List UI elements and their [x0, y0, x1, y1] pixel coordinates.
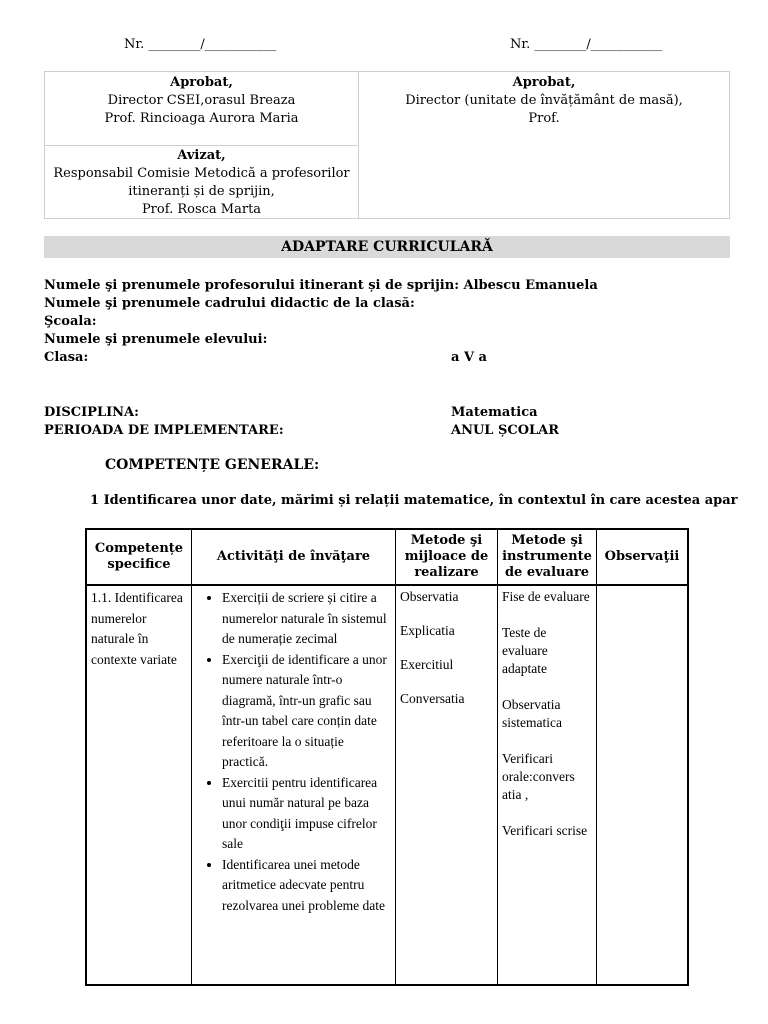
- document-title: ADAPTARE CURRICULARĂ: [44, 236, 730, 258]
- header-methods-l3: realizare: [414, 565, 479, 580]
- evaluation-item: Fise de evaluare: [502, 589, 590, 604]
- student-name-line: Numele şi prenumele elevului:: [44, 332, 268, 347]
- evaluation-item: Verificari orale:convers atia ,: [502, 751, 575, 802]
- registration-number-right: Nr. ________/___________: [510, 37, 663, 52]
- avizat-line3: Prof. Rosca Marta: [141, 202, 262, 217]
- header-evaluation: [498, 529, 597, 585]
- activity-item: • Exerciţii de identificare a unor numere naturale într-o diagramă, într-un grafic sau într-un tabel care conțin date referitoare la o situație practică.: [222, 650, 391, 773]
- approval-left-line1: Director CSEI,orasul Breaza: [107, 93, 296, 108]
- general-competence-1: 1 Identificarea unor date, mărimi și relații matematice, în contextul în care acestea apar: [90, 493, 738, 508]
- avizat-line2: itineranți și de sprijin,: [128, 184, 275, 199]
- method-item: Explicatia: [400, 623, 455, 638]
- activity-item: • Exerciții de scriere și citire a numerelor naturale în sistemul de numerație zecimal: [222, 588, 391, 650]
- period-label: PERIOADA DE IMPLEMENTARE:: [44, 423, 284, 438]
- period-value: ANUL ȘCOLAR: [451, 423, 560, 438]
- header-eval-l1: Metode şi: [511, 533, 583, 548]
- curriculum-table: [85, 528, 689, 986]
- specific-competence-cell: 1.1. Identificarea numerelor naturale în contexte variate: [86, 585, 192, 985]
- discipline-label: DISCIPLINA:: [44, 405, 139, 420]
- header-methods-l1: Metode şi: [410, 533, 483, 548]
- evaluation-item: Teste de evaluare adaptate: [502, 625, 548, 676]
- table-row: [86, 585, 688, 985]
- approval-right-line2: Prof.: [528, 111, 560, 126]
- approval-right-line1: Director (unitate de învățământ de masă),: [405, 93, 683, 108]
- discipline-value: Matematica: [451, 405, 538, 420]
- evaluation-item: Verificari scrise: [502, 823, 588, 838]
- approval-right-title: Aprobat,: [512, 75, 576, 90]
- header-eval-l2: instrumente: [502, 549, 592, 564]
- evaluation-cell: [498, 585, 597, 985]
- activities-cell: [192, 585, 396, 985]
- table-header-row: [86, 529, 688, 585]
- header-specific-competences: [86, 529, 192, 585]
- approval-left-line2: Prof. Rincioaga Aurora Maria: [104, 111, 299, 126]
- class-teacher-line: Numele şi prenumele cadrului didactic de la clasă:: [44, 296, 415, 311]
- avizat-title: Avizat,: [177, 148, 226, 163]
- approval-left-title: Aprobat,: [170, 75, 233, 90]
- approval-right-cell: [358, 74, 730, 128]
- activity-item: • Exercitii pentru identificarea unui număr natural pe baza unor condiţii impuse cifrelor sale: [222, 773, 391, 855]
- activity-item: • Identificarea unei metode aritmetice adecvate pentru rezolvarea unei probleme date: [222, 855, 391, 917]
- header-notes: Observaţii: [597, 529, 689, 585]
- approval-left-cell: [45, 74, 358, 128]
- school-line: Şcoala:: [44, 314, 97, 329]
- header-specific-l1: Competențe: [94, 541, 184, 556]
- avizat-cell: [45, 147, 358, 219]
- class-label: Clasa:: [44, 350, 89, 365]
- class-value: a V a: [451, 350, 487, 365]
- methods-cell: [396, 585, 498, 985]
- header-specific-l2: specifice: [107, 557, 171, 572]
- approval-horizontal-divider: [45, 145, 358, 146]
- header-methods: [396, 529, 498, 585]
- general-competences-heading: COMPETENȚE GENERALE:: [105, 457, 320, 473]
- header-methods-l2: mijloace de: [404, 549, 489, 564]
- approval-box: [44, 71, 730, 219]
- method-item: Observatia: [400, 589, 459, 604]
- teacher-name-line: Numele şi prenumele profesorului itinerant și de sprijin: Albescu Emanuela: [44, 278, 598, 293]
- avizat-line1: Responsabil Comisie Metodică a profesorilor: [53, 166, 350, 181]
- header-eval-l3: de evaluare: [504, 565, 590, 580]
- method-item: Exercitiul: [400, 657, 454, 672]
- activities-list: [196, 588, 391, 916]
- notes-cell: [597, 585, 689, 985]
- evaluation-item: Observatia sistematica: [502, 697, 562, 730]
- method-item: Conversatia: [400, 691, 465, 706]
- header-learning-activities: Activităţi de învăţare: [192, 529, 396, 585]
- registration-number-left: Nr. ________/___________: [124, 37, 277, 52]
